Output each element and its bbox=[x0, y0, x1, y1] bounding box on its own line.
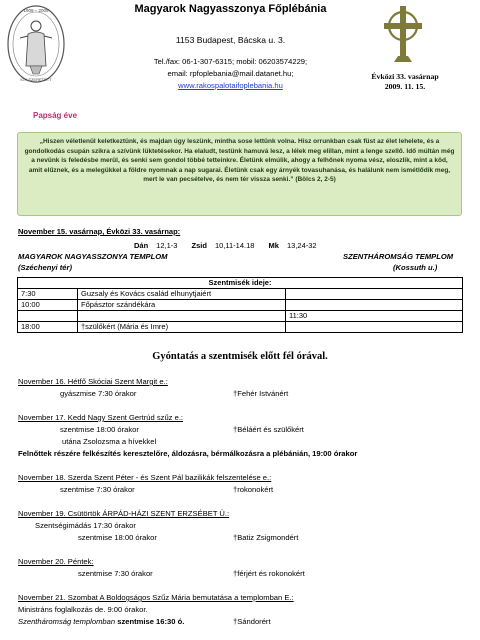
church-right-place: (Kossuth u.) bbox=[393, 263, 438, 272]
website-link[interactable]: www.rakospalotaifoplebania.hu bbox=[178, 81, 283, 90]
reading-ref: 12,1-3 bbox=[156, 241, 178, 250]
reading-ref: 13,24-32 bbox=[286, 241, 317, 250]
day-heading-thursday: November 19. Csütörtök ÁRPÁD-HÁZI SZENT ERZSÉBET Ü.: bbox=[18, 509, 230, 518]
tuesday-note: Felnőttek részére felkészítés keresztelőre, áldozásra, bérmálkozásra a plébánián, 19:00 órakor bbox=[18, 449, 358, 458]
church-right-name: SZENTHÁROMSÁG TEMPLOM bbox=[343, 252, 454, 261]
phone: Tel./fax: 06-1-307-6315; mobil: 06203574229; bbox=[153, 57, 308, 66]
reading-ref: 10,11-14.18 bbox=[214, 241, 255, 250]
newsletter-header bbox=[0, 0, 480, 128]
mass-intent: Főpásztor szándékára bbox=[78, 300, 286, 311]
cross-icon bbox=[378, 4, 428, 64]
email: email: rpfoplebania@mail.datanet.hu; bbox=[167, 69, 294, 78]
mass-table-header: Szentmisék ideje: bbox=[18, 278, 463, 289]
tuesday-after: utána Zsolozsma a hívekkel bbox=[62, 437, 157, 446]
scripture-quote: „Hiszen véletlenül keletkeztünk, és majdan úgy leszünk, mintha sose lettünk volna. Hisz orrunkban csak füst az élet lehelete, és a gondolkodás csupán szikra a szívünk lüktetésekor. Ha elaludt, testünk hamuvá lesz, a lélek meg elillan, mint a lenge szellő. Idő múltán még a nevünk is feledésbe merül, és senki sem gondol többé tetteinkre. Életünk elmúlik, ahogy a felhőnek nyoma vész, eloszlik, mint a köd, amit elűznek, és a melegükkel a földre nyomnak a nap sugarai. Életünk csak egy árnyék tovasuhanása, és halálunk nem ismétlődik meg, mert le van pecsételve, és nem tér vissza senki.” (Bölcs 2, 2-5) bbox=[17, 132, 462, 216]
mass-intent bbox=[78, 311, 286, 322]
mass-schedule-table bbox=[17, 277, 463, 333]
mass-intent: †szülőkért (Mária és Imre) bbox=[78, 322, 286, 333]
saturday-intent: †Sándorért bbox=[233, 617, 271, 626]
mass-right-time bbox=[286, 322, 463, 333]
reading-book: Zsid bbox=[191, 241, 207, 250]
day-heading-wednesday: November 18. Szerda Szent Péter - és Szent Pál bazilikák felszentelése e.: bbox=[18, 473, 272, 482]
thursday-intent: †Batiz Zsigmondért bbox=[233, 533, 299, 542]
confession-note: Gyóntatás a szentmisék előtt fél órával. bbox=[152, 351, 328, 362]
thursday-mass: szentmise 18:00 órakor bbox=[78, 533, 157, 542]
thursday-adoration: Szentségimádás 17:30 órakor bbox=[35, 521, 136, 530]
sunday-label bbox=[350, 72, 460, 92]
reading-book: Dán bbox=[134, 241, 149, 250]
tuesday-intent: †Béláért és szülőkért bbox=[233, 425, 304, 434]
mass-intent: Guzsaly és Kovács család elhunytjaiért bbox=[78, 289, 286, 300]
table-row bbox=[18, 289, 463, 300]
address: 1153 Budapest, Bácska u. 3. bbox=[175, 35, 286, 45]
mass-time bbox=[18, 311, 78, 322]
day-heading-saturday: November 21. Szombat A Boldogságos Szűz Mária bemutatása a templomban E.: bbox=[18, 593, 294, 602]
church-left-place: (Széchenyi tér) bbox=[18, 263, 73, 272]
svg-text:1909 – 2009: 1909 – 2009 bbox=[23, 8, 49, 13]
saturday-ministrants: Ministráns foglalkozás de. 9:00 órakor. bbox=[18, 605, 148, 614]
saturday-mass-line bbox=[18, 617, 184, 626]
mass-right-time bbox=[286, 300, 463, 311]
parish-seal-logo bbox=[6, 4, 66, 84]
wednesday-mass: szentmise 7:30 órakor bbox=[60, 485, 135, 494]
issue-date: 2009. 11. 15. bbox=[384, 82, 426, 91]
mass-right-time: 11:30 bbox=[286, 311, 463, 322]
table-row bbox=[18, 300, 463, 311]
readings bbox=[134, 241, 329, 250]
table-row bbox=[18, 311, 463, 322]
wednesday-intent: †rokonokért bbox=[233, 485, 274, 494]
svg-text:ÍGY SZERETETT: ÍGY SZERETETT bbox=[20, 77, 52, 82]
friday-intent: †férjért és rokonokért bbox=[233, 569, 305, 578]
table-row bbox=[18, 322, 463, 333]
parish-name: Magyarok Nagyasszonya Főplébánia bbox=[134, 3, 327, 15]
saturday-place: Szentháromság templomban bbox=[18, 617, 116, 626]
saturday-mass: szentmise 16:30 ó. bbox=[117, 617, 185, 626]
tuesday-mass: szentmise 18:00 órakor bbox=[60, 425, 139, 434]
paper-title: Papság éve bbox=[32, 111, 78, 120]
day-heading-monday: November 16. Hétfő Skóciai Szent Margit e.: bbox=[18, 377, 168, 386]
church-left-name: MAGYAROK NAGYASSZONYA TEMPLOM bbox=[18, 252, 168, 261]
mass-right-time bbox=[286, 289, 463, 300]
day-heading-friday: November 20. Péntek: bbox=[18, 557, 94, 566]
reading-book: Mk bbox=[268, 241, 279, 250]
sunday-heading: November 15. vasárnap, Évközi 33. vasárnap: bbox=[18, 227, 181, 236]
friday-mass: szentmise 7:30 órakor bbox=[78, 569, 153, 578]
contact-block bbox=[118, 34, 343, 92]
monday-intent: †Fehér Istvánért bbox=[233, 389, 289, 398]
mass-time: 7:30 bbox=[18, 289, 78, 300]
day-heading-tuesday: November 17. Kedd Nagy Szent Gertrúd szűz e.: bbox=[18, 413, 184, 422]
monday-mass: gyászmise 7:30 órakor bbox=[60, 389, 137, 398]
sunday-name: Évközi 33. vasárnap bbox=[371, 72, 439, 81]
mass-time: 18:00 bbox=[18, 322, 78, 333]
mass-time: 10:00 bbox=[18, 300, 78, 311]
